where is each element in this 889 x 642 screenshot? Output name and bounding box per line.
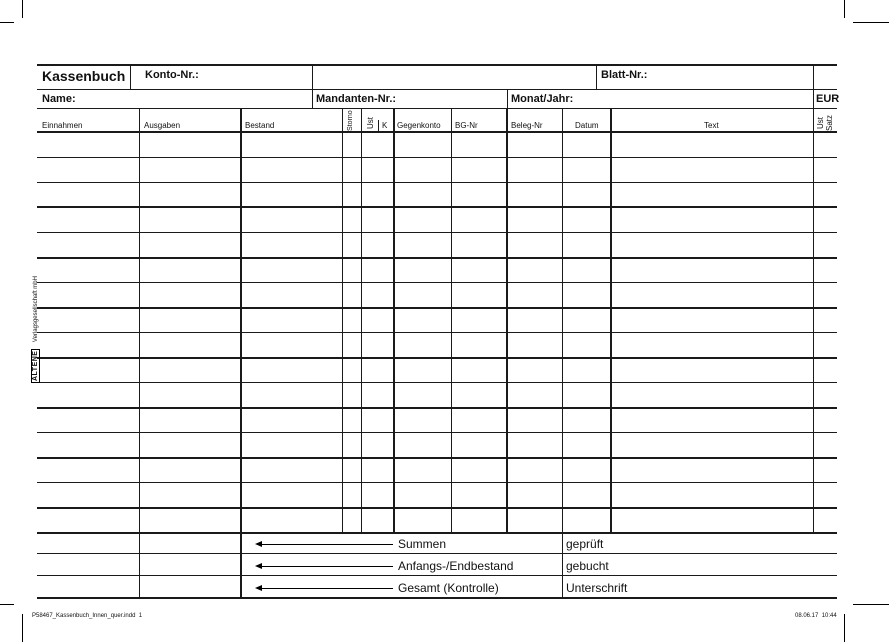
col-storno: Storno: [347, 110, 354, 131]
col-divider: [361, 108, 362, 532]
rule: [130, 65, 131, 89]
publisher-logo-text: ALTENE: [32, 350, 39, 381]
currency-label: EUR: [816, 93, 840, 105]
table-row: [37, 382, 837, 383]
table-row: [37, 282, 837, 283]
col-divider: [813, 108, 814, 532]
name-label: Name:: [42, 93, 76, 105]
blatt-label: Blatt-Nr.:: [601, 69, 648, 81]
crop-mark: [844, 0, 845, 18]
table-row: [37, 357, 837, 359]
summen-label: Summen: [398, 537, 447, 551]
crop-mark: [853, 22, 889, 23]
monat-label: Monat/Jahr:: [511, 93, 574, 105]
col-bg-nr: BG-Nr: [455, 121, 478, 130]
col-divider: [562, 108, 563, 598]
col-datum: Datum: [575, 121, 599, 130]
rule: [37, 108, 837, 109]
table-row: [37, 307, 837, 309]
col-ust-satz: Satz: [825, 114, 834, 131]
crop-mark: [0, 22, 14, 23]
col-text: Text: [704, 121, 719, 130]
table-row: [37, 597, 837, 599]
table-row: [37, 432, 837, 433]
publisher-name: Verlagsgesellschaft mbH: [33, 276, 39, 343]
rule: [596, 65, 597, 89]
col-divider: [378, 120, 379, 131]
gesamt-label: Gesamt (Kontrolle): [398, 581, 499, 595]
rule: [312, 89, 313, 108]
col-divider: [451, 108, 452, 532]
print-timestamp: 08.06.17 10:44: [795, 613, 837, 619]
col-beleg-nr: Beleg-Nr: [511, 121, 543, 130]
konto-label: Konto-Nr.:: [145, 69, 199, 81]
table-row: [37, 407, 837, 409]
col-ausgaben: Ausgaben: [144, 121, 181, 130]
table-row: [37, 553, 837, 554]
crop-mark: [853, 604, 889, 605]
crop-mark: [0, 604, 14, 605]
table-row: [37, 482, 837, 483]
crop-mark: [22, 614, 23, 642]
arrow-left-icon: [260, 544, 393, 545]
col-divider: [506, 108, 508, 532]
table-row: [37, 206, 837, 208]
arrow-left-icon: [260, 588, 393, 589]
mandanten-label: Mandanten-Nr.:: [316, 93, 397, 105]
rule: [37, 89, 837, 90]
col-divider: [139, 108, 140, 598]
table-row: [37, 575, 837, 576]
table-row: [37, 182, 837, 183]
table-row: [37, 157, 837, 158]
geprueft-label: geprüft: [566, 537, 604, 551]
table-row: [37, 232, 837, 233]
rule: [37, 131, 837, 133]
unterschrift-label: Unterschrift: [566, 581, 628, 595]
rule: [312, 65, 313, 89]
col-divider: [393, 108, 395, 532]
arrow-left-icon: [260, 566, 393, 567]
table-row: [37, 257, 837, 259]
table-row: [37, 532, 837, 534]
table-row: [37, 332, 837, 333]
anfangs-label: Anfangs-/Endbestand: [398, 559, 514, 573]
col-divider: [342, 108, 343, 532]
col-einnahmen: Einnahmen: [42, 121, 83, 130]
table-row: [37, 457, 837, 459]
col-ust-satz: Ust: [816, 117, 825, 129]
col-divider: [610, 108, 612, 532]
rule: [37, 64, 837, 66]
crop-mark: [22, 0, 23, 18]
rule: [507, 89, 508, 108]
print-filename: P58467_Kassenbuch_Innen_quer.indd 1: [32, 613, 143, 619]
form-title: Kassenbuch: [42, 68, 126, 84]
crop-mark: [844, 614, 845, 642]
gebucht-label: gebucht: [566, 559, 609, 573]
col-bestand: Bestand: [245, 121, 275, 130]
publisher-logo: [24, 276, 42, 383]
col-ust: Ust: [366, 117, 375, 129]
col-divider: [240, 108, 242, 598]
col-gegenkonto: Gegenkonto: [397, 121, 441, 130]
table-row: [37, 507, 837, 509]
col-k: K: [382, 121, 388, 130]
